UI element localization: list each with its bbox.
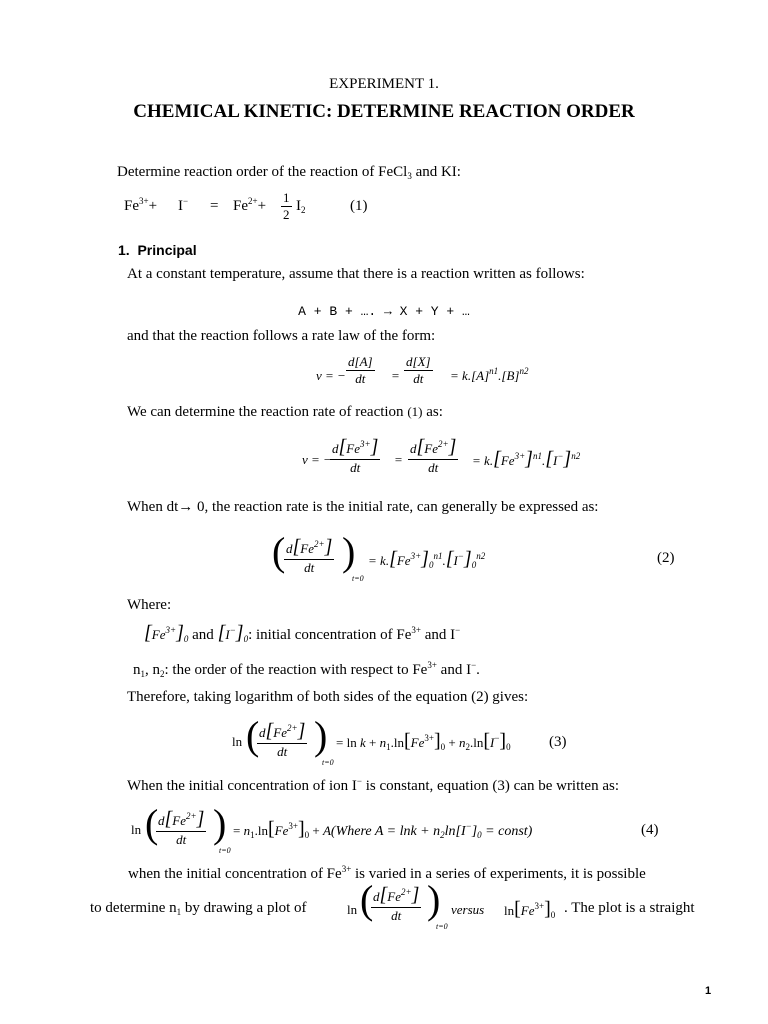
rate-fraction-fe2: $\frac{d[Fe^{2+}]}{dt}$ [410, 436, 457, 475]
initial-rate-fraction: $\frac{d[Fe^{2+}]}{dt}$ [286, 536, 333, 575]
equation-label-3: (3) [549, 734, 567, 750]
page-number: 1 [705, 985, 712, 997]
experiment-label: EXPERIMENT 1. [329, 76, 439, 92]
where-definition: $[Fe^{3+}]_0$ and $[I^-]_0$: initial concentration of $Fe^{3+}$ and I− [144, 622, 461, 644]
paragraph-8: to determine $n_1$ by drawing a plot of ln ( $\frac{d[Fe^{2+}]}{dt}$ ) t=0 versus $\ln[Fe^{3+}]_0$ . The plot is a straight [90, 877, 695, 931]
paragraph-1: At a constant temperature, assume that there is a reaction written as follows: [127, 266, 585, 282]
section-heading [118, 242, 197, 258]
rate-law-fraction-x: $\frac{d[X]}{dt}$ [406, 354, 431, 386]
fecl-formula: FeCl [378, 164, 408, 180]
equation-label-2: (2) [657, 550, 675, 566]
half-fraction: $\frac{1}{2}$ [283, 190, 290, 222]
intro-text-a: Determine reaction order of the reaction of [117, 164, 379, 180]
paragraph-5: Therefore, taking logarithm of both sides of the equation (2) gives: [127, 689, 529, 705]
reactant-iodide: I− [178, 196, 189, 214]
product-fe2: $Fe^{2+}+$ [233, 196, 267, 214]
paragraph-6: When the initial concentration of ion I− is constant, equation (3) can be written as: [127, 776, 620, 794]
where-label: Where: [127, 597, 172, 613]
fecl-subscript: 3 [407, 171, 412, 181]
section-title: Principal [137, 242, 197, 258]
equals-sign: = [210, 198, 219, 214]
linear-equation: ln ( $\frac{d[Fe^{2+}]}{dt}$ ) t=0 = $n_1.\ln[Fe^{3+}]_0$ + A(Where $A = \ln k + n_2\ln[I^-]_0$ = const) (4) [131, 801, 659, 855]
equation-label-1: (1) [350, 198, 368, 214]
paragraph-3: We can determine the reaction rate of reaction (1) as: [127, 404, 443, 420]
page-title: CHEMICAL KINETIC: DETERMINE REACTION ORDER [133, 101, 635, 122]
paragraph-7: when the initial concentration of $Fe^{3+}$ is varied in a series of experiments, it is possible [128, 864, 646, 882]
rate-law-fraction-a: $\frac{d[A]}{dt}$ [348, 354, 373, 386]
rate-fraction-fe3: $\frac{d[Fe^{3+}]}{dt}$ [332, 436, 379, 475]
section-number: 1. [118, 242, 130, 258]
reactant-fe3: $Fe^{3+}+$ [124, 196, 158, 214]
orders-definition: $n_1$, $n_2$: the order of the reaction with respect to $Fe^{3+}$ and I−. [133, 660, 480, 679]
intro-line [117, 164, 461, 181]
generic-reaction: A + B + …. → X + Y + … [298, 304, 470, 319]
paragraph-2: and that the reaction follows a rate law of the form: [127, 328, 436, 344]
equation-label-4: (4) [641, 822, 659, 838]
versus-word: versus [451, 902, 485, 917]
paragraph-4: When dt→ 0, the reaction rate is the initial rate, can generally be expressed as: [127, 499, 599, 515]
initial-rate-equation: ( $\frac{d[Fe^{2+}]}{dt}$ ) t=0 = $k.[Fe^{3+}]_0^{n1}.[I^-]_0^{n2}$ (2) [272, 529, 675, 583]
product-iodine: $I_2$ [296, 198, 306, 215]
log-equation: ln ( $\frac{d[Fe^{2+}]}{dt}$ ) t=0 = $\ln k + n_1.\ln[Fe^{3+}]_0 + n_2.\ln[I^-]_0$ (3) [232, 713, 567, 767]
intro-text-b: and KI: [411, 164, 461, 180]
